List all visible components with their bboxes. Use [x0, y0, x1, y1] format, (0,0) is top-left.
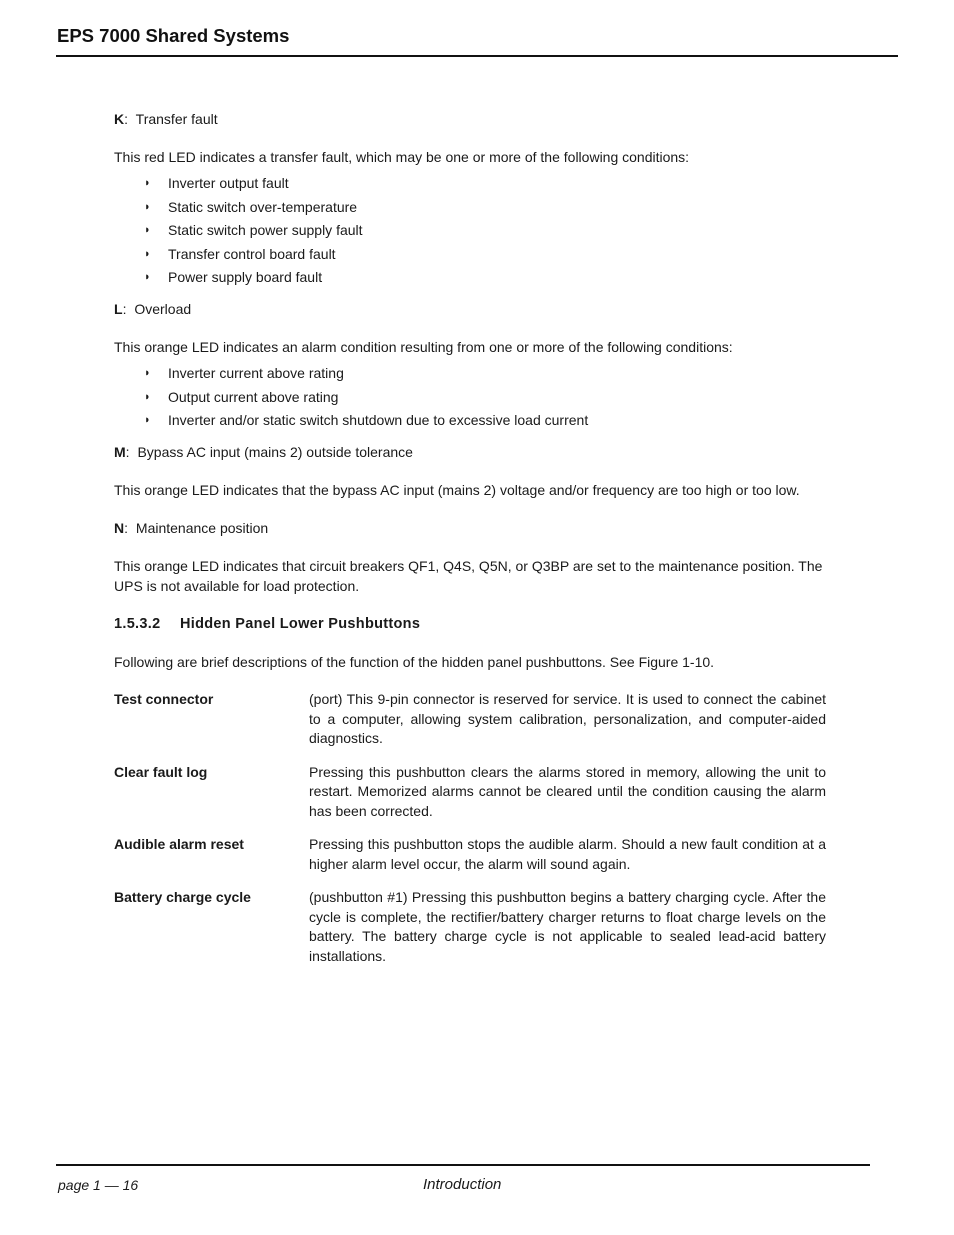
list-item: ◗ Inverter and/or static switch shutdown due to excessive load current: [144, 412, 589, 428]
led-item-label: Transfer fault: [135, 111, 218, 127]
definition-term: Clear fault log: [114, 763, 208, 780]
header-divider: [56, 55, 898, 57]
pushbutton-definitions: [114, 690, 826, 966]
definition-description: (pushbutton #1) Pressing this pushbutton begins a battery charging cycle. After the cycle is complete, the rectifier/battery charger returns to float charge levels on the battery. The battery charge cycle is not applicable to sealed lead-acid battery installations.: [309, 889, 826, 964]
led-item-n-heading: N: Maintenance position: [114, 520, 269, 536]
led-item-label: Bypass AC input (mains 2) outside tolerance: [137, 444, 413, 460]
led-item-l-heading: L: Overload: [114, 301, 192, 317]
definition-description: Pressing this pushbutton stops the audible alarm. Should a new fault condition at a higher alarm level occur, the alarm will sound again.: [309, 836, 826, 872]
led-item-description: This orange LED indicates an alarm condition resulting from one or more of the following conditions:: [114, 339, 733, 355]
page-number: page 1 — 16: [58, 1177, 139, 1193]
definition-term: Audible alarm reset: [114, 836, 244, 852]
led-item-description: This orange LED indicates that circuit breakers QF1, Q4S, Q5N, or Q3BP are set to the maintenance position. The UPS is not available for load protection.: [114, 558, 823, 594]
list-item: ◗ Output current above rating: [144, 388, 339, 405]
bullet-icon: ◗: [144, 390, 151, 403]
led-item-label: Overload: [134, 301, 192, 317]
list-item: ◗ Static switch over-temperature: [144, 198, 358, 215]
led-item-label: Maintenance position: [135, 520, 269, 536]
bullet-icon: ◗: [144, 177, 151, 189]
section-heading: [114, 614, 826, 634]
led-item-description: This red LED indicates a transfer fault, which may be one or more of the following conditions:: [114, 149, 690, 165]
definition-term: Battery charge cycle: [114, 889, 251, 905]
footer-divider: [56, 1164, 870, 1166]
definition-description: Pressing this pushbutton clears the alarms stored in memory, allowing the unit to restart. Memorized alarms cannot be cleared until the condition causing the alarm has been corrected.: [309, 763, 826, 819]
bullet-icon: ◗: [144, 200, 151, 213]
list-item: ◗ Power supply board fault: [144, 269, 323, 285]
section-number: 1.5.3.2: [114, 616, 161, 632]
definition-term: Test connector: [114, 691, 214, 707]
bullet-icon: ◗: [144, 247, 151, 260]
condition-list: [114, 173, 826, 287]
bullet-icon: ◗: [144, 367, 151, 379]
list-item: ◗ Static switch power supply fault: [144, 222, 363, 238]
definition-description: (port) This 9-pin connector is reserved for service. It is used to connect the cabinet to a computer, allowing system calibration, personalization, and computer-aided diagnostics.: [309, 691, 826, 746]
led-item-k-heading: K: Transfer fault: [114, 111, 218, 127]
list-item: ◗ Inverter current above rating: [144, 365, 344, 381]
definition-row: [114, 835, 826, 874]
led-item-description: This orange LED indicates that the bypass AC input (mains 2) voltage and/or frequency are too high or too low.: [114, 482, 800, 498]
bullet-icon: ◗: [144, 414, 151, 426]
footer-section-name: Introduction: [423, 1176, 502, 1193]
bullet-icon: ◗: [144, 271, 151, 283]
definition-row: [114, 888, 826, 966]
definition-row: [114, 763, 826, 822]
page-content: [114, 109, 826, 980]
definition-row: [114, 690, 826, 749]
page-title: EPS 7000 Shared Systems: [57, 25, 290, 46]
condition-list: [114, 363, 826, 430]
led-item-m-heading: M: Bypass AC input (mains 2) outside tolerance: [114, 444, 413, 460]
bullet-icon: ◗: [144, 224, 151, 236]
section-title: Hidden Panel Lower Pushbuttons: [180, 616, 421, 632]
section-intro: Following are brief descriptions of the function of the hidden panel pushbuttons. See Figure 1-10.: [114, 654, 715, 670]
list-item: ◗ Inverter output fault: [144, 175, 289, 191]
list-item: ◗ Transfer control board fault: [144, 245, 336, 262]
